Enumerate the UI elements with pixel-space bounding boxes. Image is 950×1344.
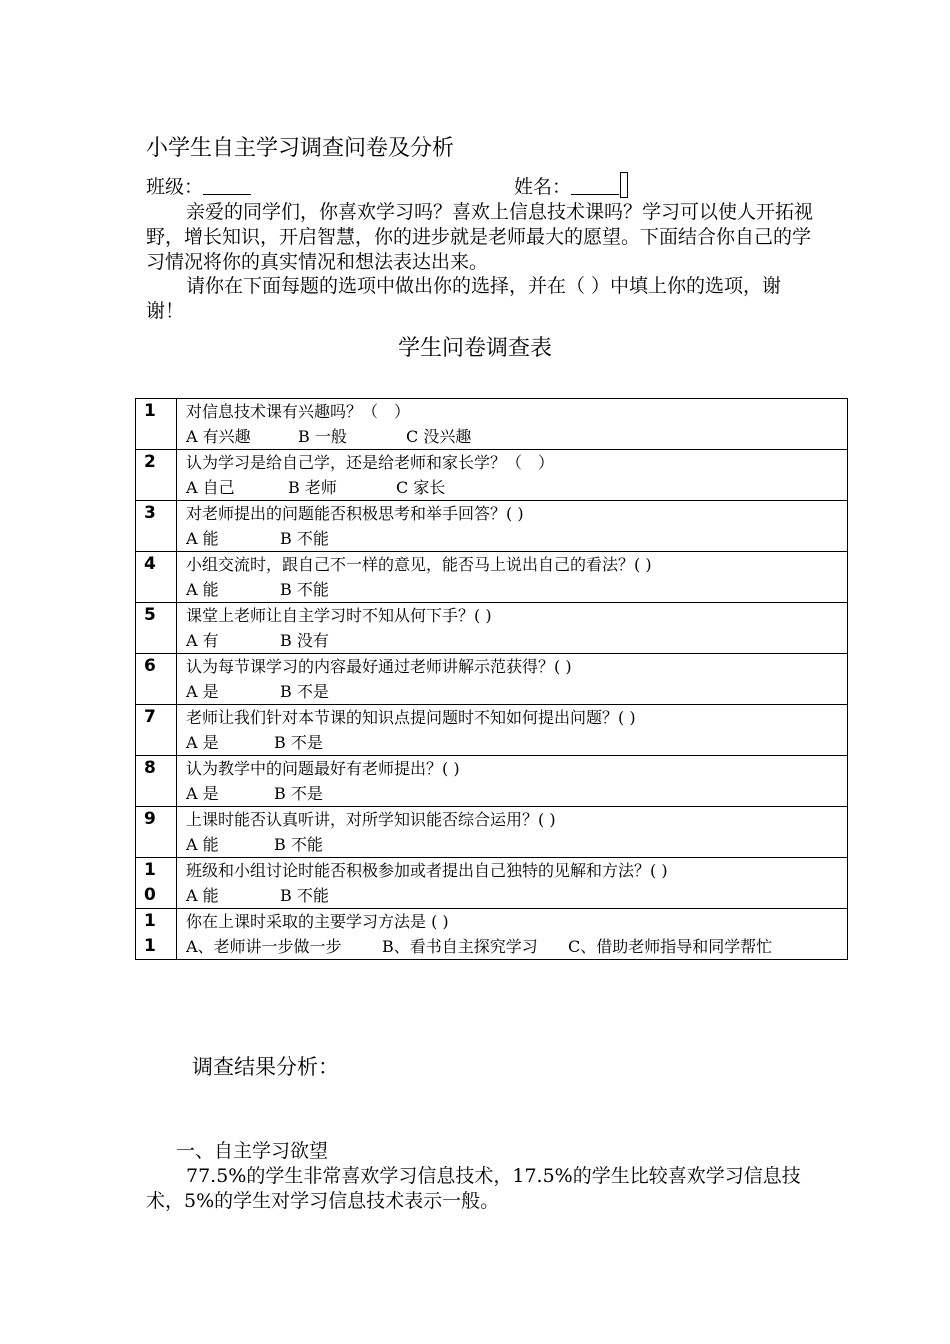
info-row (146, 172, 826, 202)
answer-option[interactable]: A 能 (186, 886, 219, 905)
question-number (136, 807, 177, 858)
option-list (186, 679, 847, 704)
option-list (186, 424, 847, 449)
question-number-digit: 7 (144, 707, 156, 727)
option-list (186, 832, 847, 857)
answer-option[interactable]: A 能 (186, 835, 219, 854)
question-cell (177, 552, 848, 603)
answer-option[interactable]: A、老师讲一步做一步 (186, 937, 342, 956)
answer-option[interactable]: A 自己 (186, 478, 235, 497)
question-number-digit: 1 (144, 401, 156, 421)
question-text: 课堂上老师让自主学习时不知从何下手？( ) (186, 606, 492, 625)
question-cell (177, 858, 848, 909)
question-cell (177, 756, 848, 807)
table-row (136, 501, 848, 552)
answer-option[interactable]: A 有兴趣 (186, 427, 251, 446)
answer-option[interactable]: B 不是 (274, 733, 323, 752)
table-row (136, 399, 848, 450)
question-number-digit: 0 (144, 885, 156, 905)
instruction-paragraph: 请你在下面每题的选项中做出你的选择，并在（ ）中填上你的选项，谢谢！ (146, 275, 782, 322)
question-cell (177, 654, 848, 705)
question-text: 认为学习是给自己学，还是给老师和家长学？（ ） (186, 453, 555, 472)
option-list (186, 475, 847, 500)
table-row (136, 552, 848, 603)
table-row (136, 756, 848, 807)
question-number-digit: 9 (144, 809, 156, 829)
answer-option[interactable]: B 不能 (280, 886, 329, 905)
question-number (136, 603, 177, 654)
document-title: 小学生自主学习调查问卷及分析 (146, 136, 455, 161)
table-row (136, 603, 848, 654)
option-list (186, 730, 847, 755)
name-blank[interactable] (571, 172, 619, 195)
answer-option[interactable]: A 是 (186, 733, 219, 752)
question-cell (177, 807, 848, 858)
answer-option[interactable]: B 不能 (274, 835, 323, 854)
table-row (136, 909, 848, 960)
question-text: 小组交流时，跟自己不一样的意见，能否马上说出自己的看法？( ) (186, 555, 652, 574)
question-number (136, 654, 177, 705)
option-list (186, 526, 847, 551)
name-label: 姓名： (514, 176, 572, 198)
question-number-digit: 1 (144, 936, 156, 956)
question-number (136, 909, 177, 960)
class-blank[interactable] (203, 172, 251, 195)
table-row (136, 858, 848, 909)
question-cell (177, 450, 848, 501)
question-number (136, 705, 177, 756)
text-cursor-box (620, 172, 628, 198)
question-cell (177, 603, 848, 654)
question-number-digit: 5 (144, 605, 156, 625)
question-number-digit: 8 (144, 758, 156, 778)
question-cell (177, 501, 848, 552)
answer-option[interactable]: B 一般 (298, 427, 347, 446)
question-number-digit: 3 (144, 503, 156, 523)
answer-option[interactable]: B 老师 (288, 478, 337, 497)
class-field (146, 172, 251, 202)
answer-option[interactable]: A 能 (186, 529, 219, 548)
question-number (136, 399, 177, 450)
table-row (136, 450, 848, 501)
question-number (136, 552, 177, 603)
survey-table (135, 398, 848, 960)
answer-option[interactable]: C、借助老师指导和同学帮忙 (568, 937, 773, 956)
answer-option[interactable]: B 不是 (280, 682, 329, 701)
answer-option[interactable]: B 不能 (280, 580, 329, 599)
name-field (514, 172, 628, 202)
answer-option[interactable]: A 是 (186, 682, 219, 701)
analysis-heading: 调查结果分析： (192, 1055, 339, 1079)
answer-option[interactable]: C 家长 (396, 478, 446, 497)
table-row (136, 807, 848, 858)
intro-paragraph: 亲爱的同学们，你喜欢学习吗？喜欢上信息技术课吗？学习可以使人开拓视野，增长知识，开启智慧，你的进步就是老师最大的愿望。下面结合你自己的学习情况将你的真实情况和想法表达出来。 (146, 201, 814, 273)
question-cell (177, 705, 848, 756)
answer-option[interactable]: A 是 (186, 784, 219, 803)
question-number (136, 756, 177, 807)
question-cell (177, 909, 848, 960)
question-text: 班级和小组讨论时能否积极参加或者提出自己独特的见解和方法？( ) (186, 861, 668, 880)
option-list (186, 934, 847, 959)
class-label: 班级： (146, 176, 204, 198)
table-row (136, 654, 848, 705)
option-list (186, 883, 847, 908)
table-title: 学生问卷调查表 (397, 336, 552, 361)
answer-option[interactable]: B、看书自主探究学习 (382, 937, 538, 956)
question-number-digit: 2 (144, 452, 156, 472)
question-text: 对老师提出的问题能否积极思考和举手回答？( ) (186, 504, 524, 523)
answer-option[interactable]: A 能 (186, 580, 219, 599)
question-number-digit: 4 (144, 554, 156, 574)
question-text: 认为每节课学习的内容最好通过老师讲解示范获得？( ) (186, 657, 572, 676)
table-row (136, 705, 848, 756)
question-number (136, 450, 177, 501)
question-text: 认为教学中的问题最好有老师提出？( ) (186, 759, 460, 778)
answer-option[interactable]: B 不是 (274, 784, 323, 803)
option-list (186, 628, 847, 653)
question-text: 对信息技术课有兴趣吗？（ ） (186, 402, 411, 421)
question-number (136, 501, 177, 552)
question-number-digit: 1 (144, 911, 156, 931)
section1-title: 一、自主学习欲望 (176, 1140, 329, 1162)
section1-paragraph: 77.5%的学生非常喜欢学习信息技术，17.5%的学生比较喜欢学习信息技术，5%的学生对学习信息技术表示一般。 (146, 1165, 801, 1212)
option-list (186, 781, 847, 806)
question-cell (177, 399, 848, 450)
answer-option[interactable]: B 没有 (280, 631, 329, 650)
question-number (136, 858, 177, 909)
option-list (186, 577, 847, 602)
answer-option[interactable]: C 没兴趣 (406, 427, 472, 446)
question-number-digit: 1 (144, 860, 156, 880)
answer-option[interactable]: A 有 (186, 631, 219, 650)
answer-option[interactable]: B 不能 (280, 529, 329, 548)
question-number-digit: 6 (144, 656, 156, 676)
question-text: 老师让我们针对本节课的知识点提问题时不知如何提出问题？( ) (186, 708, 636, 727)
question-text: 你在上课时采取的主要学习方法是 ( ) (186, 912, 449, 931)
question-text: 上课时能否认真听讲，对所学知识能否综合运用？( ) (186, 810, 556, 829)
